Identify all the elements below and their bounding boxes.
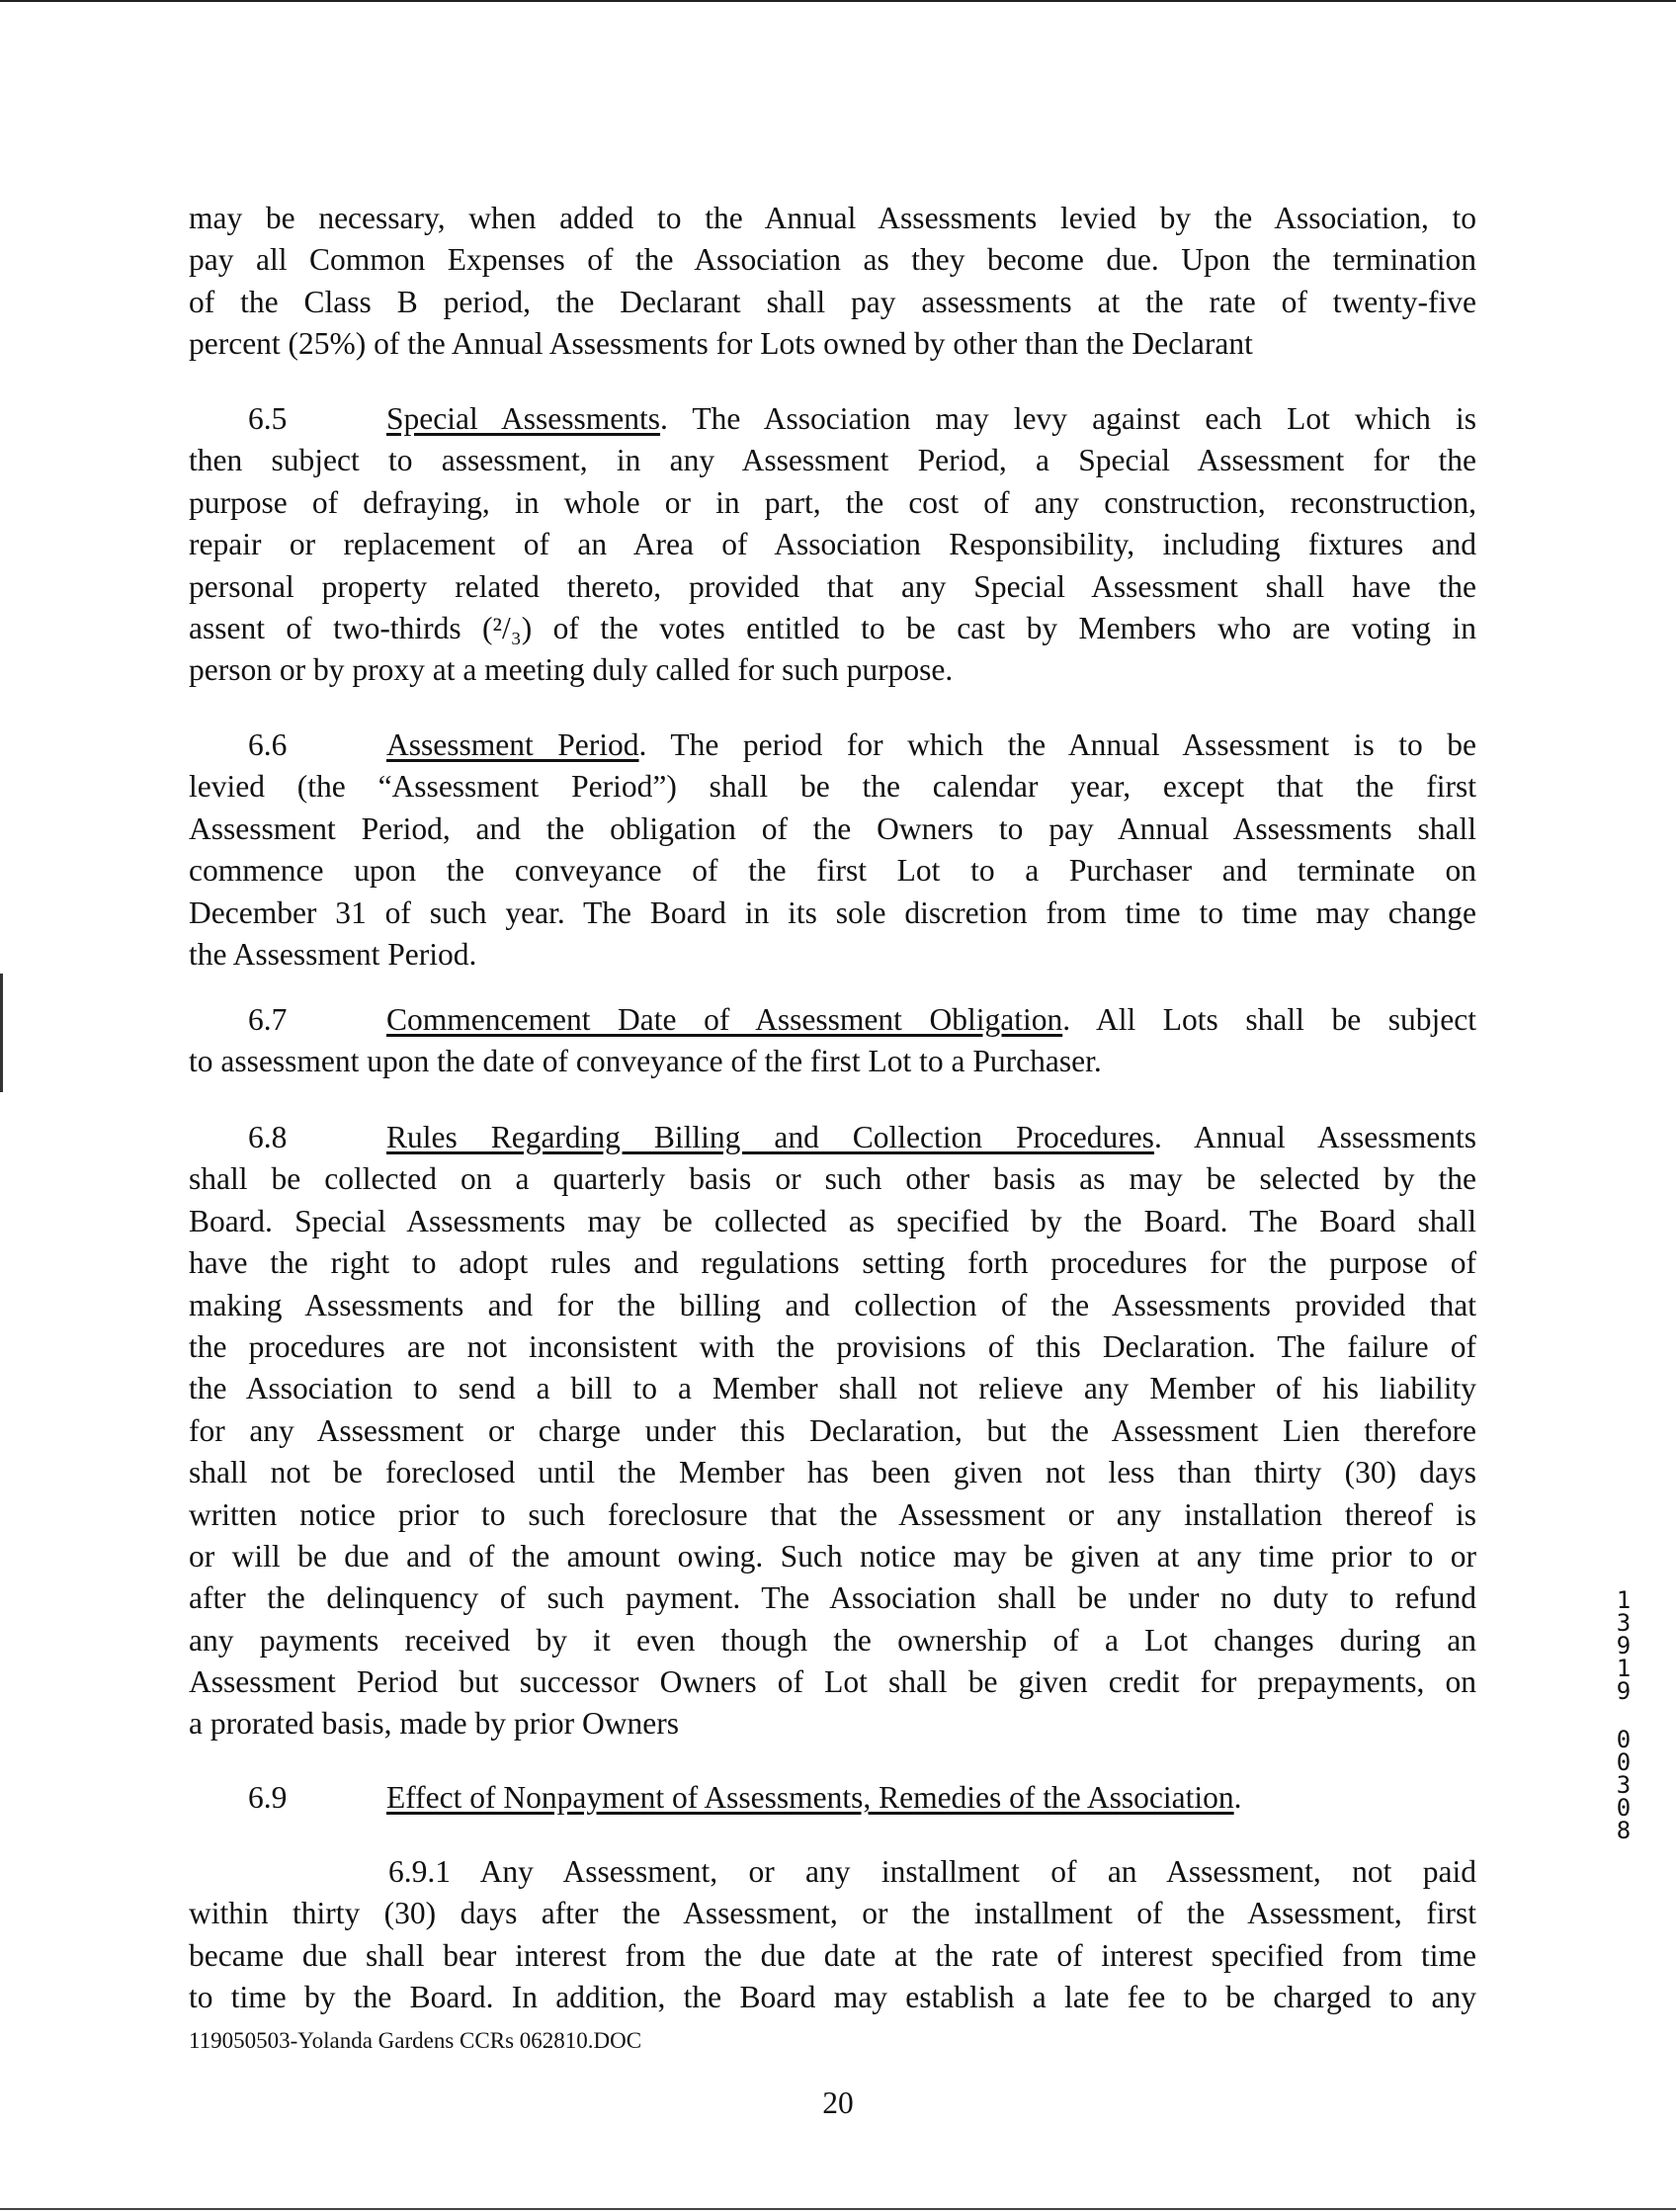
text-line: making Assessments and for the billing and collection of the Assessments provided that xyxy=(189,1287,1476,1322)
text-line: repair or replacement of an Area of Association Responsibility, including fixtures and xyxy=(189,527,1476,562)
section-number: 6.8 xyxy=(248,1120,288,1154)
text-line: the procedures are not inconsistent with the provisions of this Declaration. The failure of xyxy=(189,1328,1476,1364)
section-6-9-1 xyxy=(189,1851,1476,2019)
section-number: 6.9 xyxy=(248,1780,288,1815)
text-line: may be necessary, when added to the Annual Assessments levied by the Association, to xyxy=(189,201,1476,235)
section-6-5 xyxy=(189,398,1476,692)
section-6-6 xyxy=(189,724,1476,976)
text-line: of the Class B period, the Declarant shall pay assessments at the rate of twenty-five xyxy=(189,284,1476,319)
section-heading-line xyxy=(189,999,1476,1041)
section-text: . All Lots shall be subject xyxy=(1062,1002,1476,1037)
stamp-digit: 9 xyxy=(1616,1632,1632,1659)
section-text: . xyxy=(1233,1780,1242,1815)
stamp-digit: 0 xyxy=(1616,1726,1632,1753)
section-heading: Rules Regarding Billing and Collection Procedures xyxy=(386,1120,1154,1154)
text-line: levied (the “Assessment Period”) shall be the calendar year, except that the first xyxy=(189,769,1476,805)
section-text: . The Association may levy against each Lot which is xyxy=(660,401,1476,436)
stamp-digit: 3 xyxy=(1616,1771,1632,1799)
stamp-digit: 0 xyxy=(1616,1794,1632,1822)
text-line: shall not be foreclosed until the Member has been given not less than thirty (30) days xyxy=(189,1455,1476,1490)
text-line: commence upon the conveyance of the first Lot to a Purchaser and terminate on xyxy=(189,853,1476,889)
text-line: 6.9.1 Any Assessment, or any installment of an Assessment, not paid xyxy=(388,1854,1476,1889)
text-line: to time by the Board. In addition, the Board may establish a late fee to be charged to any xyxy=(189,1980,1476,2015)
text-line: purpose of defraying, in whole or in part, the cost of any construction, reconstruction, xyxy=(189,484,1476,520)
text-line: assent of two-thirds (²/₃) of the votes entitled to be cast by Members who are voting in xyxy=(189,610,1476,645)
text-line: the Assessment Period. xyxy=(189,936,477,972)
text-line: Assessment Period but successor Owners of Lot shall be given credit for prepayments, on xyxy=(189,1664,1476,1700)
scan-edge-mark xyxy=(0,974,3,1092)
paragraph-continuation xyxy=(189,198,1476,366)
stamp-digit: 8 xyxy=(1616,1817,1632,1844)
section-number: 6.5 xyxy=(248,401,288,436)
text-line: shall be collected on a quarterly basis or such other basis as may be selected by the xyxy=(189,1161,1476,1197)
section-heading: Commencement Date of Assessment Obligation xyxy=(386,1002,1063,1037)
page-number: 20 xyxy=(822,2085,854,2120)
text-line: within thirty (30) days after the Assessment, or the installment of the Assessment, first xyxy=(189,1896,1476,1931)
document-filename: 119050503-Yolanda Gardens CCRs 062810.DOC xyxy=(189,2028,642,2053)
text-line: percent (25%) of the Annual Assessments for Lots owned by other than the Declarant xyxy=(189,326,1253,362)
section-number: 6.7 xyxy=(248,1002,288,1037)
section-6-8 xyxy=(189,1117,1476,1745)
stamp-digit: 3 xyxy=(1616,1609,1632,1637)
bottom-border xyxy=(0,2208,1676,2210)
section-heading: Effect of Nonpayment of Assessments, Remedies of the Association xyxy=(386,1780,1234,1815)
text-line: the Association to send a bill to a Member shall not relieve any Member of his liability xyxy=(189,1371,1476,1406)
top-border xyxy=(0,0,1676,2)
section-heading-line xyxy=(189,1117,1476,1158)
text-line: written notice prior to such foreclosure that the Assessment or any installation thereof is xyxy=(189,1496,1476,1532)
section-number: 6.6 xyxy=(248,727,288,762)
text-line: a prorated basis, made by prior Owners xyxy=(189,1706,679,1742)
stamp-digit: 9 xyxy=(1616,1677,1632,1705)
stamp-digit: 0 xyxy=(1616,1748,1632,1776)
text-line: Board. Special Assessments may be collected as specified by the Board. The Board shall xyxy=(189,1203,1476,1238)
text-line: person or by proxy at a meeting duly called for such purpose. xyxy=(189,652,954,688)
section-heading: Special Assessments xyxy=(386,401,661,436)
text-line: December 31 of such year. The Board in its sole discretion from time to time may change xyxy=(189,894,1476,930)
text-line: pay all Common Expenses of the Association as they become due. Upon the termination xyxy=(189,242,1476,278)
section-6-7 xyxy=(189,999,1476,1083)
text-line: after the delinquency of such payment. The Association shall be under no duty to refund xyxy=(189,1580,1476,1616)
section-text: . Annual Assessments xyxy=(1153,1120,1476,1154)
text-line: for any Assessment or charge under this Declaration, but the Assessment Lien therefore xyxy=(189,1412,1476,1448)
text-line: any payments received by it even though the ownership of a Lot changes during an xyxy=(189,1622,1476,1658)
text-line: Assessment Period, and the obligation of the Owners to pay Annual Assessments shall xyxy=(189,810,1476,846)
text-line: or will be due and of the amount owing. Such notice may be given at any time prior to or xyxy=(189,1538,1476,1574)
section-heading-line xyxy=(189,724,1476,766)
section-heading-line xyxy=(189,1777,1476,1819)
text-line: became due shall bear interest from the due date at the rate of interest specified from time xyxy=(189,1937,1476,1973)
stamp-digit: 1 xyxy=(1616,1655,1632,1682)
section-heading: Assessment Period xyxy=(386,727,639,762)
text-line: then subject to assessment, in any Assessment Period, a Special Assessment for the xyxy=(189,443,1476,478)
text-line: personal property related thereto, provided that any Special Assessment shall have the xyxy=(189,568,1476,604)
section-6-9 xyxy=(189,1777,1476,1819)
section-heading-line xyxy=(189,398,1476,440)
stamp-digit: 1 xyxy=(1616,1586,1632,1614)
text-line: have the right to adopt rules and regulations setting forth procedures for the purpose of xyxy=(189,1245,1476,1281)
recording-number-stamp xyxy=(1613,1586,1634,1844)
section-text: . The period for which the Annual Assessment is to be xyxy=(638,727,1476,762)
text-line: to assessment upon the date of conveyance of the first Lot to a Purchaser. xyxy=(189,1044,1102,1079)
